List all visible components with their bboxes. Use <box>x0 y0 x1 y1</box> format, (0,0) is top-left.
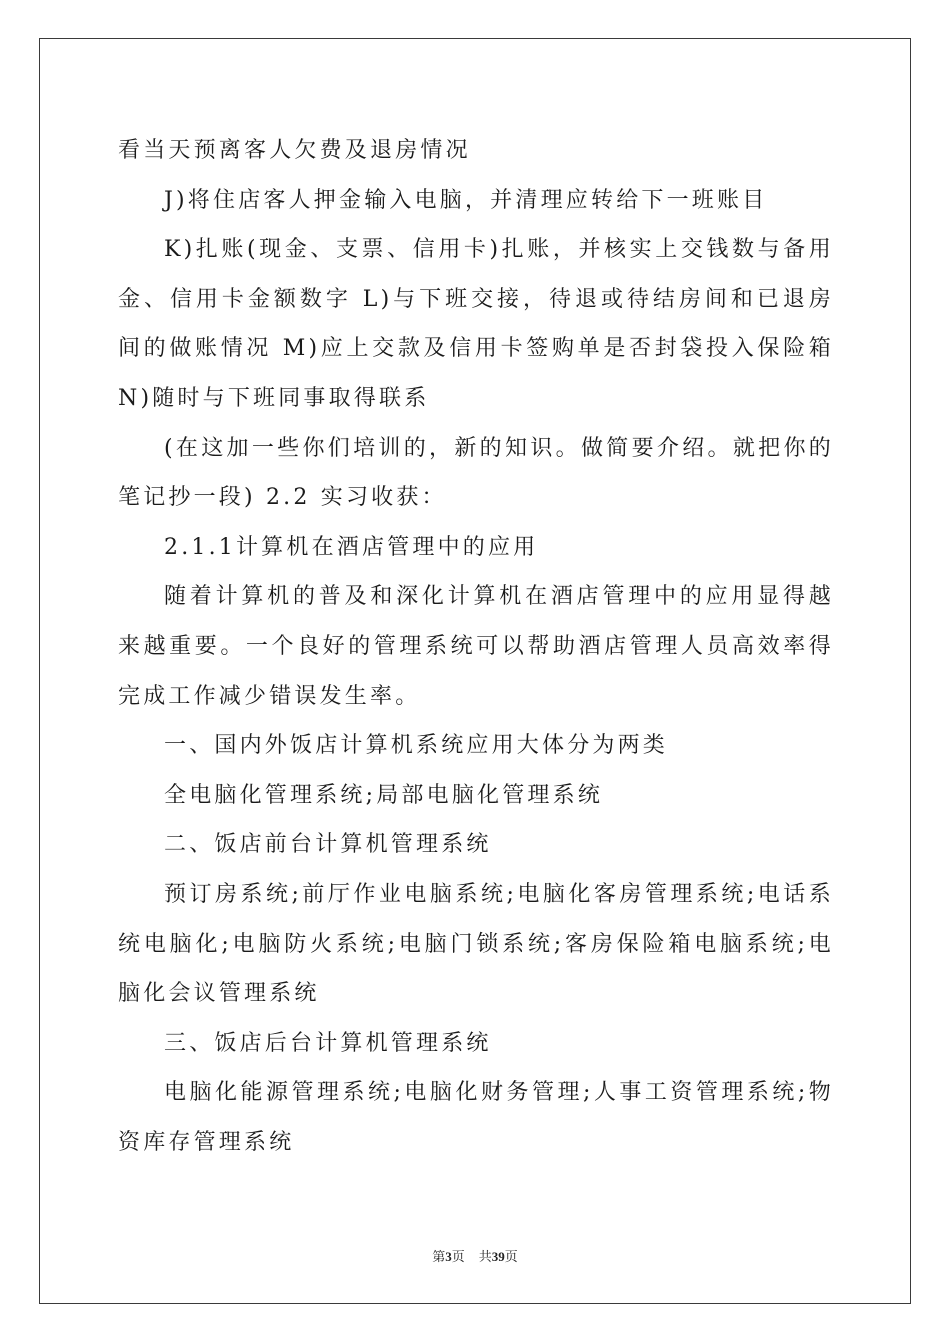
document-body <box>118 126 834 1167</box>
paragraph-4: (在这加一些你们培训的，新的知识。做简要介绍。就把你的笔记抄一段) 2.2 实习收获： <box>118 435 834 511</box>
section-heading-2-1-1: 2.1.1计算机在酒店管理中的应用 <box>164 534 539 560</box>
paragraph-10: 预订房系统;前厅作业电脑系统;电脑化客房管理系统;电话系统电脑化;电脑防火系统;电脑门锁系统;客房保险箱电脑系统;电脑化会议管理系统 <box>118 881 834 1007</box>
footer-total-prefix: 共 <box>478 1249 492 1264</box>
list-heading-3: 三、饭店后台计算机管理系统 <box>164 1030 492 1056</box>
list-heading-1: 一、国内外饭店计算机系统应用大体分为两类 <box>164 733 669 759</box>
footer-page-prefix: 第 <box>432 1249 446 1264</box>
paragraph-6: 随着计算机的普及和深化计算机在酒店管理中的应用显得越来越重要。一个良好的管理系统可以帮助酒店管理人员高效率得完成工作减少错误发生率。 <box>118 584 834 709</box>
footer-total-suffix: 页 <box>504 1249 518 1264</box>
paragraph-8: 全电脑化管理系统;局部电脑化管理系统 <box>164 782 604 808</box>
list-heading-2: 二、饭店前台计算机管理系统 <box>164 832 492 858</box>
paragraph-12: 电脑化能源管理系统;电脑化财务管理;人事工资管理系统;物资库存管理系统 <box>118 1080 834 1155</box>
paragraph-1: 看当天预离客人欠费及退房情况 <box>118 138 471 163</box>
paragraph-3: K)扎账(现金、支票、信用卡)扎账，并核实上交钱数与备用金、信用卡金额数字 L)与下班交接，待退或待结房间和已退房间的做账情况 M)应上交款及信用卡签购单是否封袋投入保险箱 N)随时与下班同事取得联系 <box>118 237 834 411</box>
paragraph-2: J)将住店客人押金输入电脑，并清理应转给下一班账目 <box>164 187 768 213</box>
footer-page-suffix: 页 <box>451 1249 465 1264</box>
footer-page-number: 3 <box>445 1249 452 1264</box>
footer-total-pages: 39 <box>491 1249 505 1264</box>
page-footer <box>0 1246 950 1265</box>
